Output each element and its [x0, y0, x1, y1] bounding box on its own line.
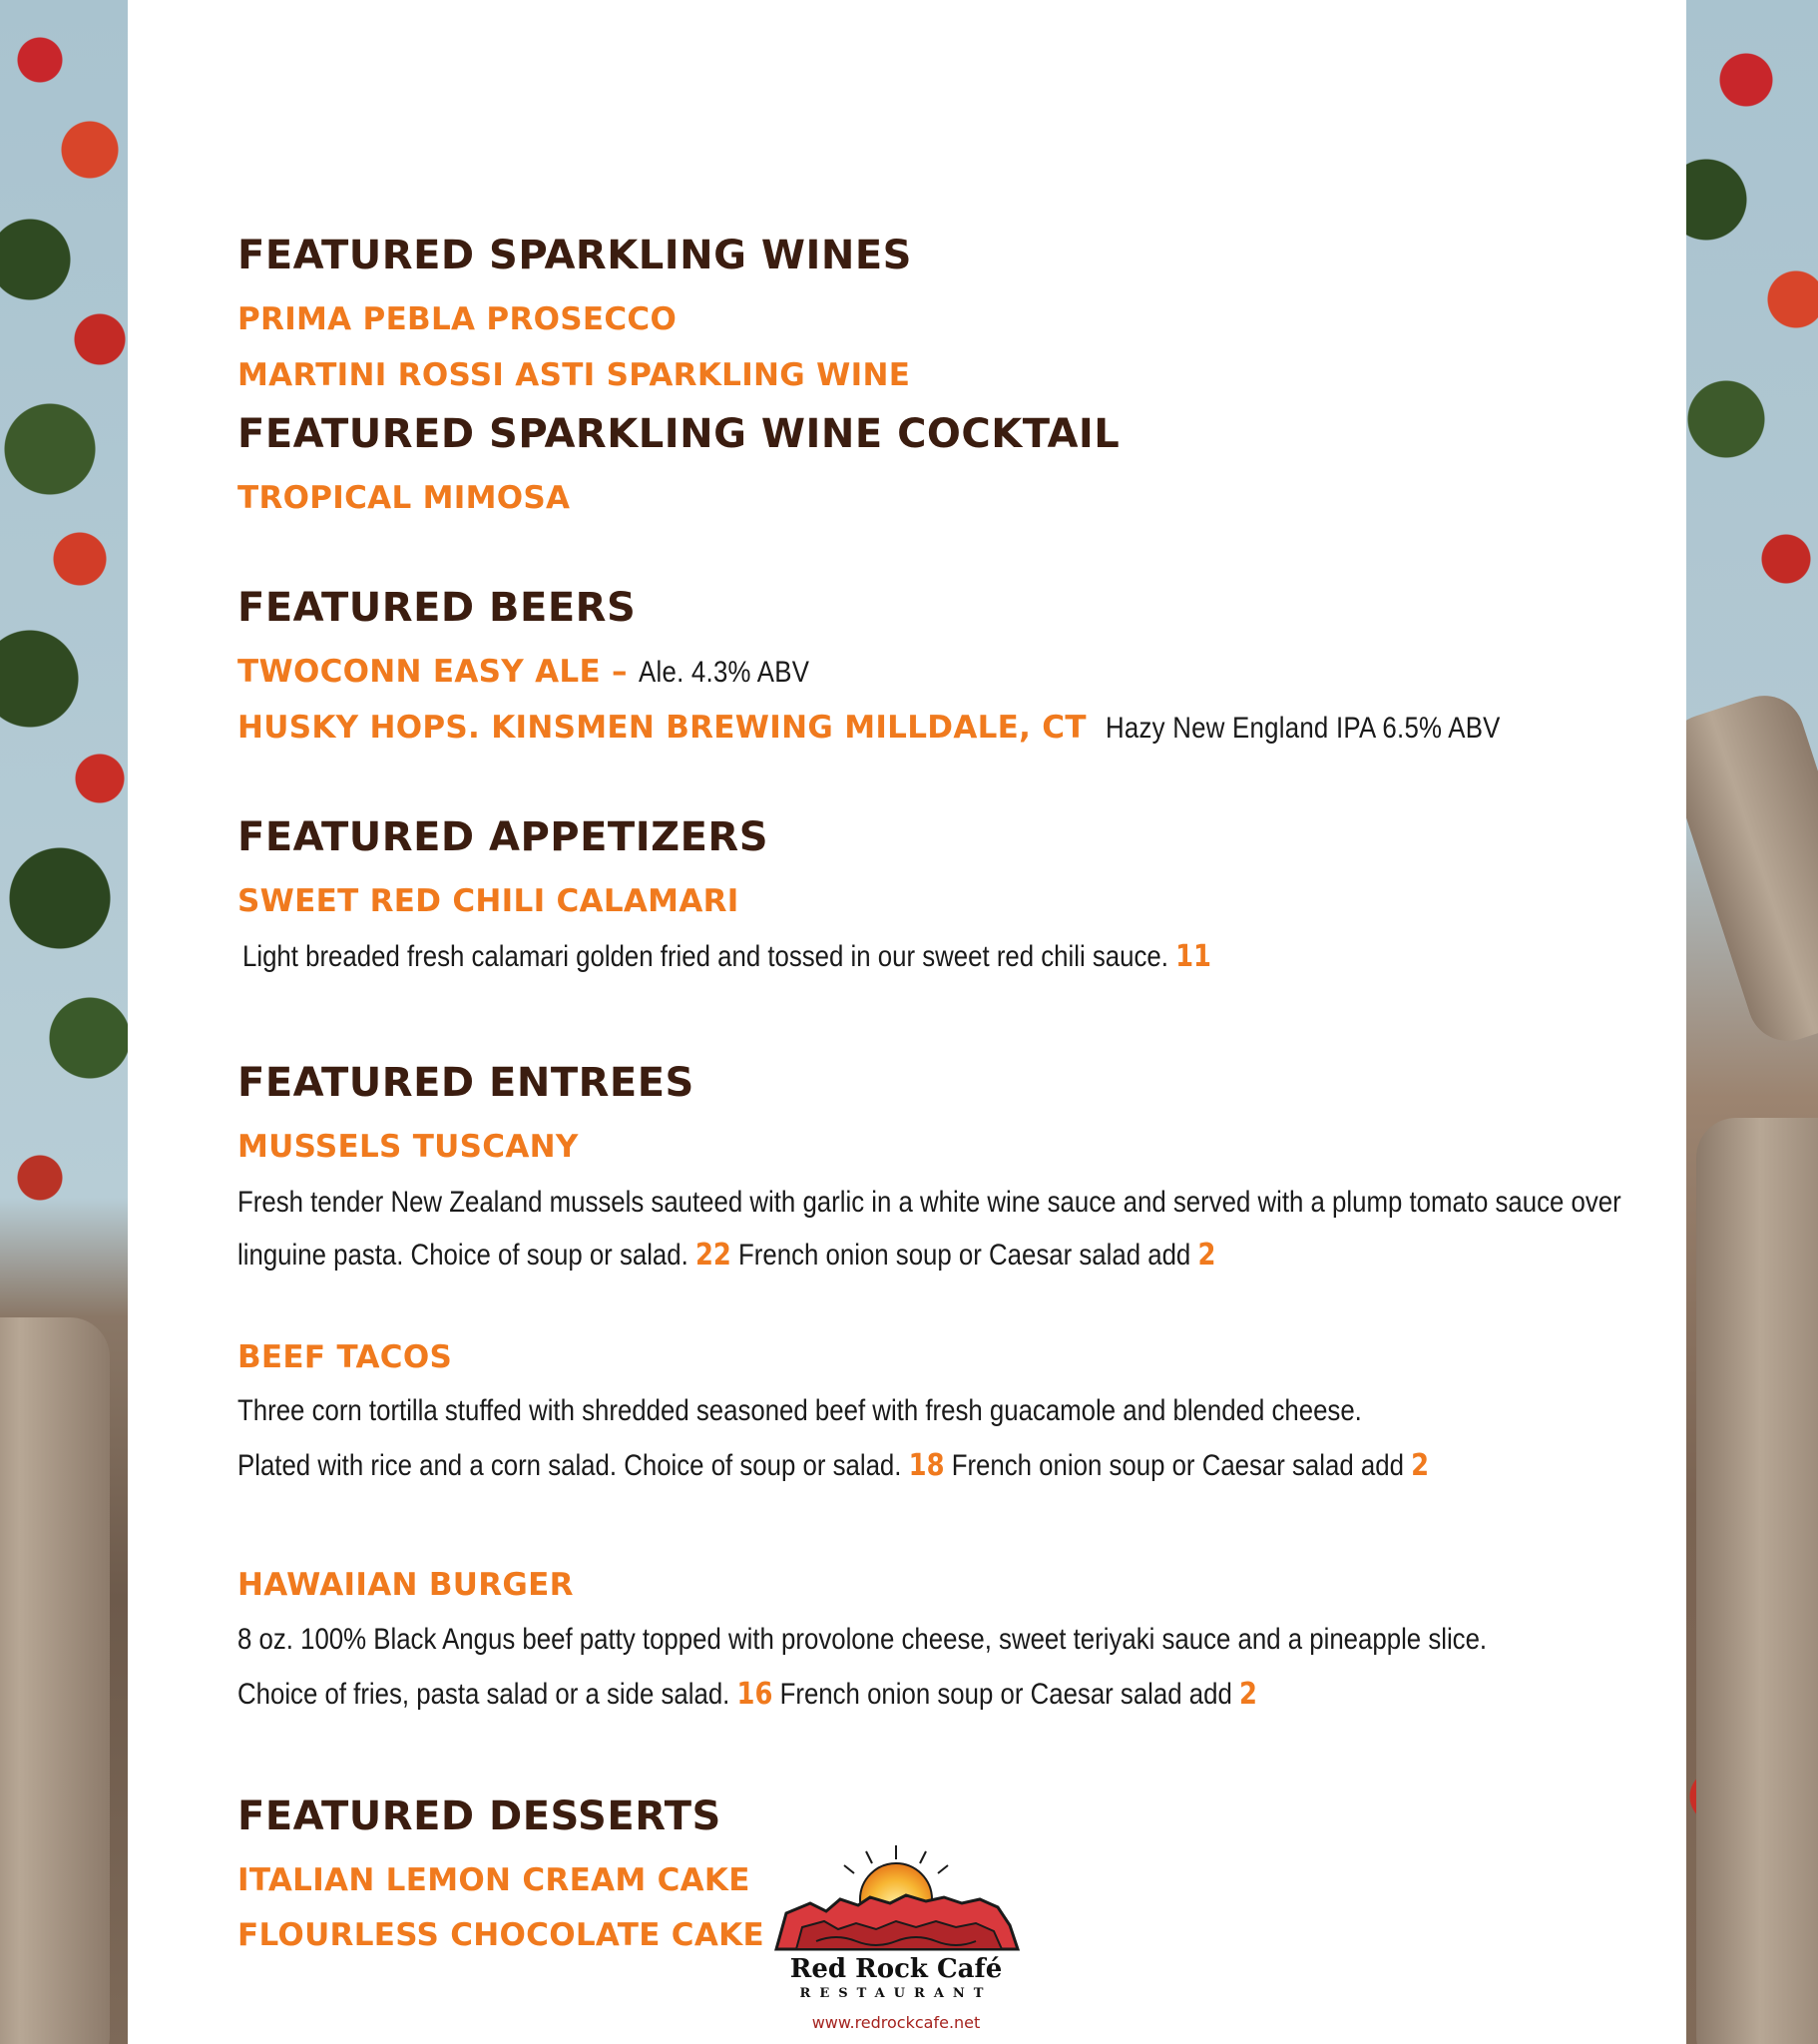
logo-restaurant-name: Red Rock Café — [789, 1954, 1003, 1984]
section-title-desserts: FEATURED DESSERTS — [237, 1793, 721, 1839]
mussels-addon-price: 2 — [1197, 1238, 1216, 1273]
calamari-price: 11 — [1175, 939, 1211, 974]
item-husky-hops-note: Hazy New England IPA 6.5% ABV — [1105, 712, 1501, 745]
item-tropical-mimosa: TROPICAL MIMOSA — [237, 480, 571, 516]
calamari-description-text: Light breaded fresh calamari golden fried and tossed in our sweet red chili sauce. — [242, 940, 1168, 973]
item-hawaiian-burger: HAWAIIAN BURGER — [237, 1567, 574, 1603]
mussels-description-line2 — [237, 1238, 1215, 1273]
tree-trunk-right-upper — [1686, 686, 1818, 1052]
mussels-addon-text: French onion soup or Caesar salad add — [738, 1239, 1191, 1272]
tacos-addon-price: 2 — [1411, 1448, 1430, 1483]
red-rock-mesa-icon — [766, 1841, 1026, 1953]
burger-line2-text: Choice of fries, pasta salad or a side salad. — [237, 1678, 730, 1711]
tacos-description-line1: Three corn tortilla stuffed with shredded seasoned beef with fresh guacamole and blended cheese. — [237, 1394, 1362, 1427]
tree-trunk-left — [0, 1317, 110, 2044]
tacos-addon-text: French onion soup or Caesar salad add — [951, 1449, 1404, 1482]
red-rock-cafe-logo — [766, 1841, 1026, 2041]
logo-subtitle: RESTAURANT — [799, 1986, 993, 2001]
logo-website-link[interactable]: www.redrockcafe.net — [811, 2013, 981, 2032]
burger-description-line1: 8 oz. 100% Black Angus beef patty topped with provolone cheese, sweet teriyaki sauce and a pineapple slice. — [237, 1623, 1488, 1656]
background-photo-left — [0, 0, 128, 2044]
item-mussels-tuscany: MUSSELS TUSCANY — [237, 1129, 579, 1165]
tacos-description-line2 — [237, 1448, 1429, 1483]
burger-price: 16 — [736, 1677, 773, 1712]
section-title-sparkling-cocktail: FEATURED SPARKLING WINE COCKTAIL — [237, 411, 1121, 457]
item-husky-hops — [237, 710, 1565, 746]
mussels-line2-text: linguine pasta. Choice of soup or salad. — [237, 1239, 688, 1272]
item-twoconn-easy-ale — [237, 654, 837, 690]
tacos-price: 18 — [908, 1448, 945, 1483]
item-italian-lemon-cream-cake: ITALIAN LEMON CREAM CAKE — [237, 1862, 750, 1898]
item-twoconn-note: Ale. 4.3% ABV — [638, 656, 810, 689]
burger-addon-price: 2 — [1238, 1677, 1257, 1712]
section-title-sparkling-wines: FEATURED SPARKLING WINES — [237, 233, 912, 278]
mussels-description-line1: Fresh tender New Zealand mussels sauteed with garlic in a white wine sauce and served with a plump tomato sauce over — [237, 1186, 1621, 1219]
item-beef-tacos: BEEF TACOS — [237, 1339, 453, 1375]
item-flourless-chocolate-cake: FLOURLESS CHOCOLATE CAKE — [237, 1917, 764, 1953]
item-husky-hops-name: HUSKY HOPS. KINSMEN BREWING MILLDALE, CT — [237, 710, 1087, 746]
item-prima-pebla-prosecco: PRIMA PEBLA PROSECCO — [237, 301, 678, 337]
tree-trunk-right-lower — [1696, 1118, 1818, 2044]
section-title-beers: FEATURED BEERS — [237, 585, 637, 631]
section-title-appetizers: FEATURED APPETIZERS — [237, 814, 769, 860]
mussels-price: 22 — [694, 1238, 731, 1273]
tacos-line2-text: Plated with rice and a corn salad. Choice of soup or salad. — [237, 1449, 902, 1482]
item-martini-rossi-asti: MARTINI ROSSI ASTI SPARKLING WINE — [237, 357, 911, 393]
burger-addon-text: French onion soup or Caesar salad add — [779, 1678, 1232, 1711]
item-sweet-red-chili-calamari: SWEET RED CHILI CALAMARI — [237, 883, 739, 919]
calamari-description — [242, 939, 1211, 974]
background-photo-right — [1686, 0, 1818, 2044]
item-twoconn-name: TWOCONN EASY ALE – — [237, 654, 628, 690]
section-title-entrees: FEATURED ENTREES — [237, 1060, 694, 1106]
burger-description-line2 — [237, 1677, 1257, 1712]
